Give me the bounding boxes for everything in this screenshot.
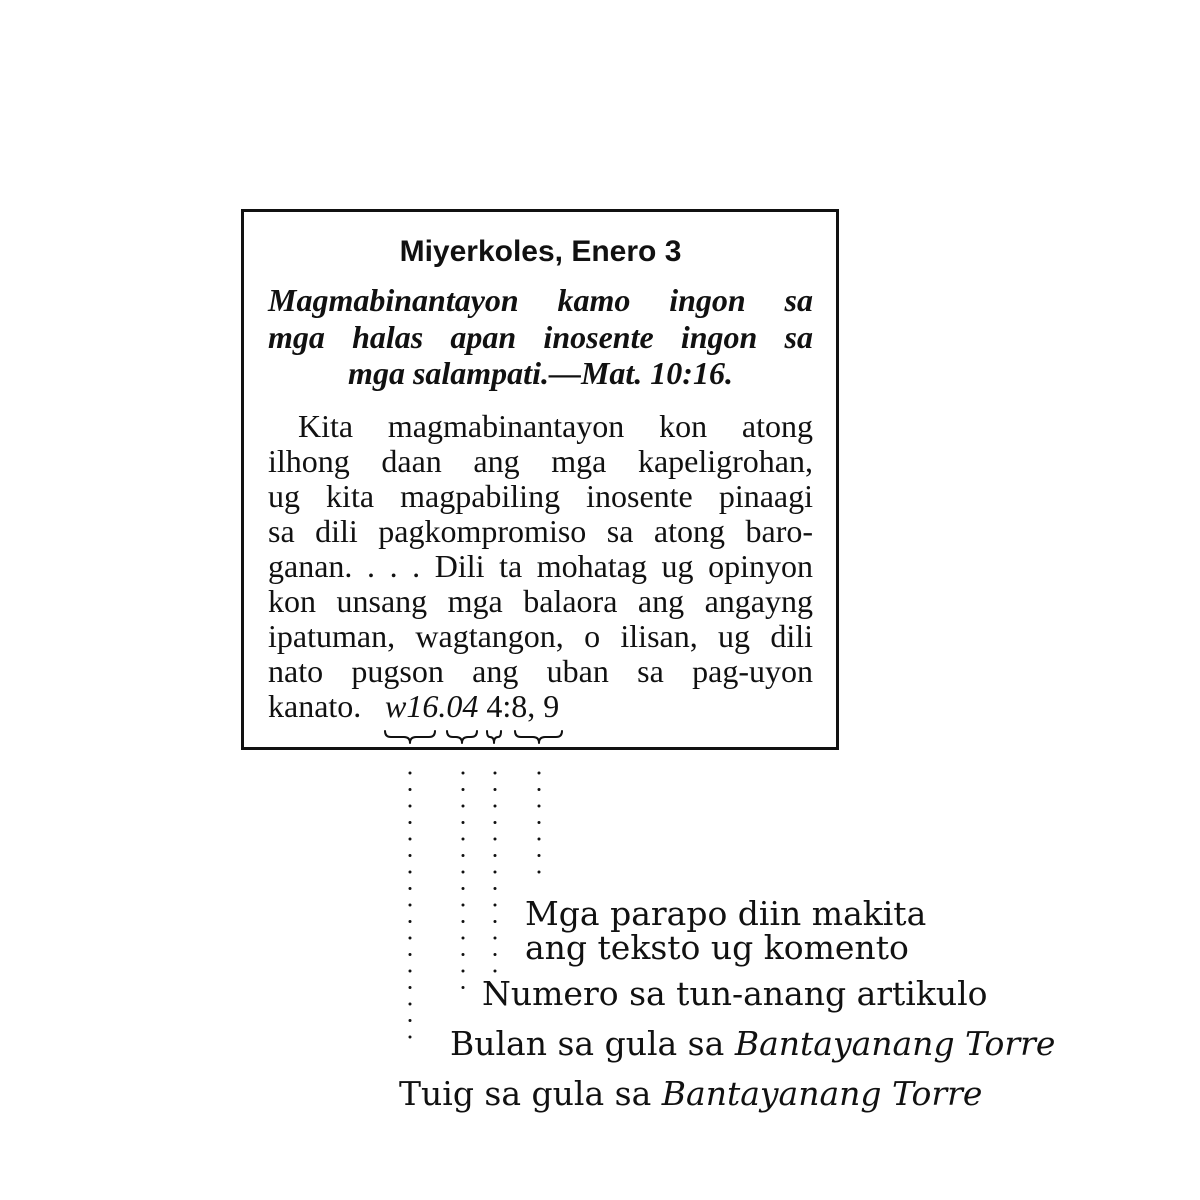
theme-scripture-line: mga salampati.—Mat. 10:16.	[348, 355, 733, 391]
ref-separator: :	[502, 688, 512, 724]
callout-year-title: Bantayanang Torre	[661, 1074, 983, 1113]
comment-line: ipatuman, wagtangon, o ilisan, ug dili	[268, 618, 813, 654]
theme-scripture-line: Magmabinantayon kamo ingon sa	[268, 282, 813, 318]
ref-year: w16	[385, 688, 439, 724]
callout-month-title: Bantayanang Torre	[734, 1024, 1056, 1063]
comment-line-end: kanato.	[268, 688, 362, 724]
theme-scripture	[268, 282, 813, 392]
ref-paragraphs: 8, 9	[511, 688, 560, 724]
comment-line: kon unsang mga balaora ang angayng	[268, 583, 813, 619]
comment-line: ug kita magpabiling inosente pinaagi	[268, 478, 813, 514]
callout-paragraphs-line: ang teksto ug komento	[525, 928, 909, 967]
comment-last-line	[268, 689, 813, 724]
date-heading: Miyerkoles, Enero 3	[399, 235, 682, 268]
callout-year-text: Tuig sa gula sa	[399, 1074, 652, 1113]
source-reference	[385, 689, 559, 724]
comment-line: Kita magmabinantayon kon atong	[298, 408, 813, 444]
ref-article: 4	[486, 688, 503, 724]
theme-scripture-line: mga halas apan inosente ingon sa	[268, 318, 813, 355]
comment-line: ganan. . . . Dili ta mohatag ug opinyon	[268, 548, 813, 584]
callout-month-text: Bulan sa gula sa	[450, 1024, 725, 1063]
ref-month: .04	[438, 688, 479, 724]
callout-year-label	[399, 1074, 983, 1113]
callout-paragraphs-line: Mga parapo diin makita	[525, 894, 927, 933]
daily-text-card	[241, 209, 839, 750]
comment-line: nato pugson ang uban sa pag-uyon	[268, 653, 813, 689]
callout-month-label	[450, 1024, 1056, 1063]
callout-paragraphs-label	[525, 894, 927, 967]
comment-line: sa dili pagkompromiso sa atong baro-	[268, 513, 813, 549]
comment-text	[268, 409, 813, 724]
callout-article-label: Numero sa tun-anang artikulo	[482, 974, 988, 1013]
comment-line: ilhong daan ang mga kapeligrohan,	[268, 443, 813, 479]
